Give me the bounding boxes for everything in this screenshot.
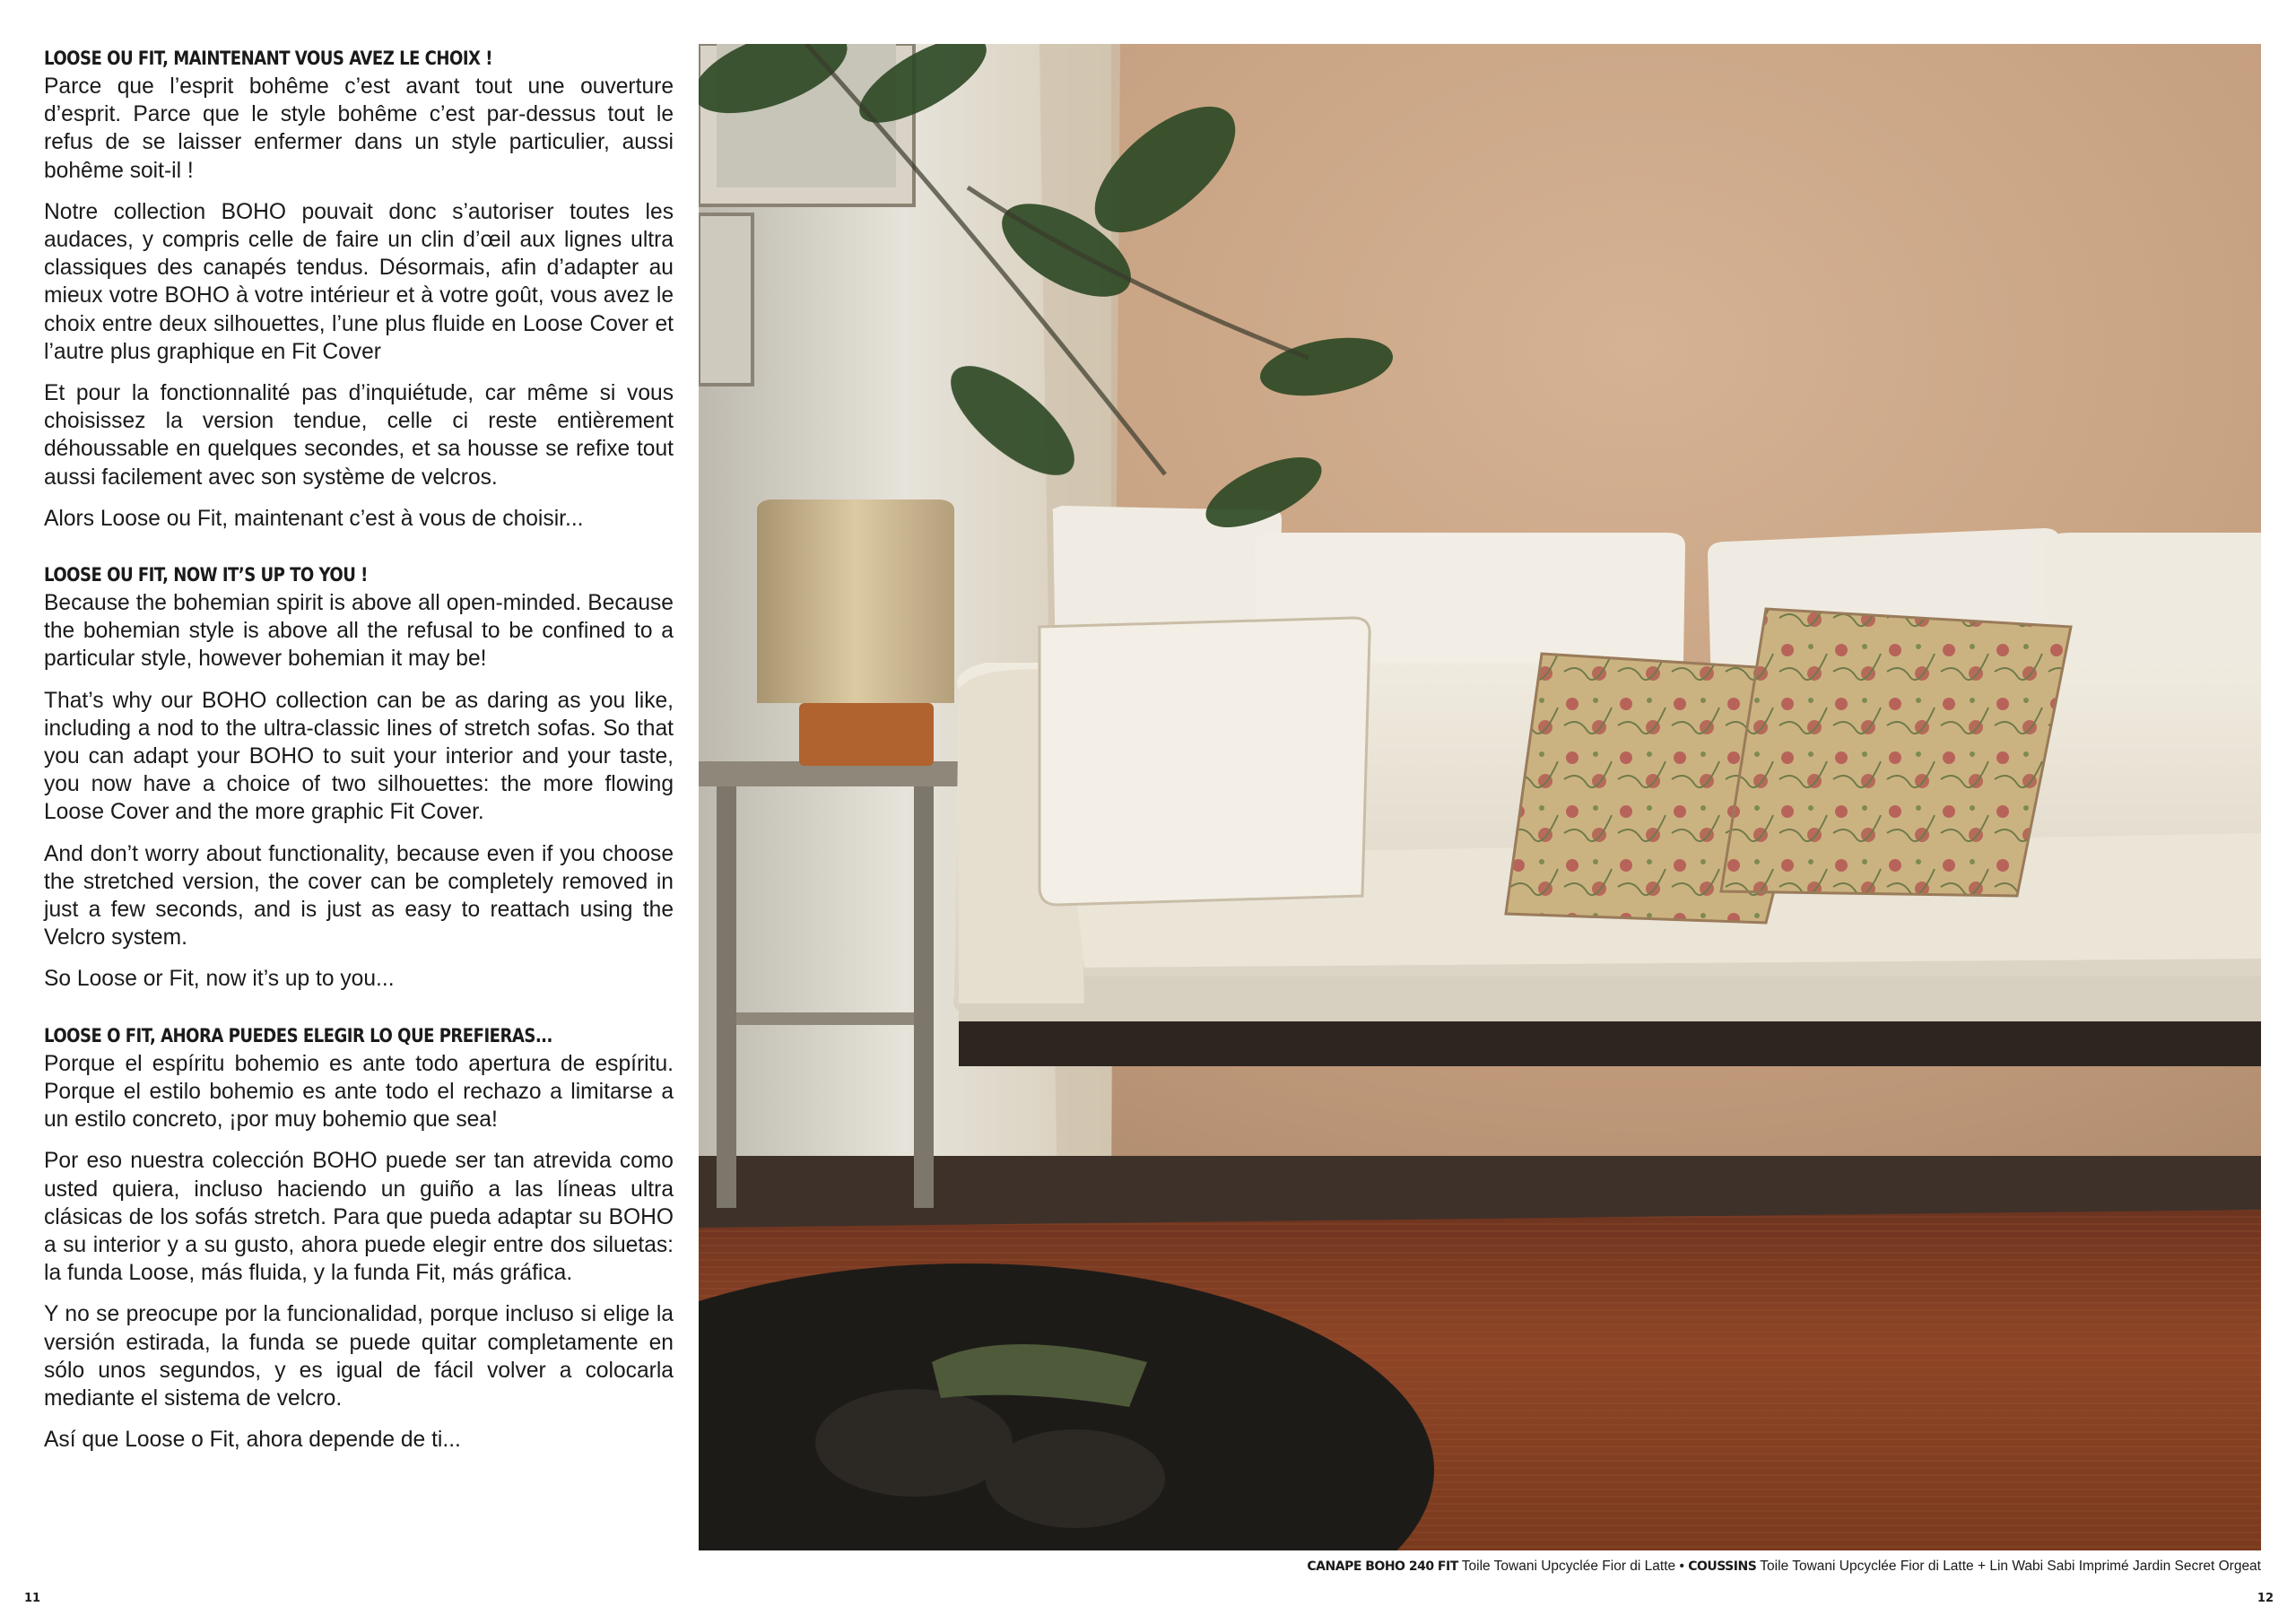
paragraph: Et pour la fonctionnalité pas d’inquiétude, car même si vous choisissez la version tendue, celle ci reste entièrement déhoussable en quelques secondes, et sa housse se refixe tout aussi facilement avec son système de velcros. xyxy=(44,381,674,490)
caption-cushions-label: COUSSINS xyxy=(1688,1559,1757,1574)
section-french xyxy=(44,45,674,533)
section-heading: LOOSE OU FIT, NOW IT’S UP TO YOU ! xyxy=(44,564,368,586)
paragraph: Notre collection BOHO pouvait donc s’autoriser toutes les audaces, y compris celle de faire un clin d’œil aux lignes ultra classiques des canapés tendus. Désormais, afin d’adapter au mieux votre BOHO à votre intérieur et à votre goût, vous avez le choix entre deux silhouettes, l’une plus fluide en Loose Cover et l’autre plus graphique en Fit Cover xyxy=(44,199,674,364)
paragraph: Parce que l’esprit bohême c’est avant tout une ouverture d’esprit. Parce que le style bohême c’est par-dessus tout le refus de se laisser enfermer dans un style particulier, aussi bohême soit-il ! xyxy=(44,74,674,183)
paragraph: And don’t worry about functionality, because even if you choose the stretched version, the cover can be completely removed in just a few seconds, and is just as easy to reattach using the Velcro system. xyxy=(44,841,674,951)
section-spanish xyxy=(44,1022,674,1455)
photo-caption xyxy=(1307,1558,2261,1576)
paragraph: So Loose or Fit, now it’s up to you... xyxy=(44,967,395,992)
paragraph: That’s why our BOHO collection can be as daring as you like, including a nod to the ultra-classic lines of stretch sofas. So that you can adapt your BOHO to suit your interior and your taste, you now have a choice of two silhouettes: the more flowing Loose Cover and the more graphic Fit Cover. xyxy=(44,688,674,825)
paragraph: Alors Loose ou Fit, maintenant c’est à vous de choisir... xyxy=(44,506,584,531)
paragraph: Y no se preocupe por la funcionalidad, porque incluso si elige la versión estirada, la funda se puede quitar completamente en sólo unos segundos, y es igual de fácil volver a colocarla mediante el sistema de velcro. xyxy=(44,1302,674,1411)
paragraph: Así que Loose o Fit, ahora depende de ti... xyxy=(44,1428,461,1453)
article-text xyxy=(44,45,674,1477)
section-heading: LOOSE OU FIT, MAINTENANT VOUS AVEZ LE CHOIX ! xyxy=(44,48,492,69)
page-number-right: 12 xyxy=(2257,1592,2274,1605)
sofa-photo xyxy=(699,44,2261,1550)
section-english xyxy=(44,561,674,994)
caption-cushions-text: Toile Towani Upcyclée Fior di Latte + Lin Wabi Sabi Imprimé Jardin Secret Orgeat xyxy=(1756,1559,2261,1574)
paragraph: Por eso nuestra colección BOHO puede ser tan atrevida como usted quiera, incluso haciendo un guiño a las líneas ultra clásicas de los sofás stretch. Para que pueda adaptar su BOHO a su interior y a su gusto, ahora puede elegir entre dos siluetas: la funda Loose, más fluida, y la funda Fit, más gráfica. xyxy=(44,1149,674,1286)
paragraph: Because the bohemian spirit is above all open-minded. Because the bohemian style is above all the refusal to be confined to a particular style, however bohemian it may be! xyxy=(44,591,674,672)
caption-sofa-label: CANAPE BOHO 240 FIT xyxy=(1307,1559,1458,1574)
page-number-left: 11 xyxy=(24,1592,41,1605)
section-heading: LOOSE O FIT, AHORA PUEDES ELEGIR LO QUE PREFIERAS... xyxy=(44,1024,552,1046)
paragraph: Porque el espíritu bohemio es ante todo apertura de espíritu. Porque el estilo bohemio es ante todo el rechazo a limitarse a un estilo concreto, ¡por muy bohemio que sea! xyxy=(44,1051,674,1133)
caption-sofa-text: Toile Towani Upcyclée Fior di Latte • xyxy=(1457,1559,1689,1574)
